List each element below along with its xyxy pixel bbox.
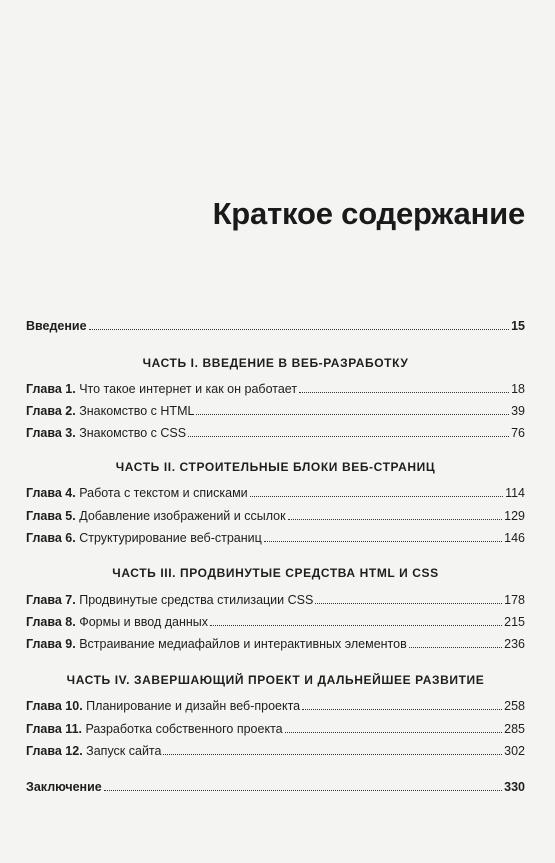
dot-leader xyxy=(104,790,502,791)
chapter-title: Структурирование веб-страниц xyxy=(79,531,262,545)
chapter-page: 18 xyxy=(511,382,525,396)
dot-leader xyxy=(264,541,502,542)
chapter-title: Запуск сайта xyxy=(86,744,162,758)
dot-leader xyxy=(210,625,502,626)
toc-entry-chapter xyxy=(26,482,525,500)
chapter-prefix: Глава 10. xyxy=(26,699,83,713)
toc-entry-chapter xyxy=(26,378,525,396)
chapter-prefix: Глава 9. xyxy=(26,637,76,651)
entry-page: 15 xyxy=(511,319,525,333)
chapter-page: 236 xyxy=(504,637,525,651)
part-heading: ЧАСТЬ II. СТРОИТЕЛЬНЫЕ БЛОКИ ВЕБ-СТРАНИЦ xyxy=(115,460,436,474)
chapter-prefix: Глава 4. xyxy=(26,486,76,500)
chapter-title: Продвинутые средства стилизации CSS xyxy=(79,593,314,607)
dot-leader xyxy=(285,732,503,733)
chapter-prefix: Глава 2. xyxy=(26,404,76,418)
toc-entry-chapter xyxy=(26,740,525,758)
dot-leader xyxy=(302,709,502,710)
chapter-page: 114 xyxy=(505,486,525,500)
chapter-title: Планирование и дизайн веб-проекта xyxy=(86,699,301,713)
chapter-title: Знакомство с HTML xyxy=(79,404,195,418)
toc-entry-chapter xyxy=(26,527,525,545)
toc-entry-chapter xyxy=(26,589,525,607)
toc-entry-chapter xyxy=(26,718,525,736)
chapter-title: Формы и ввод данных xyxy=(79,615,209,629)
dot-leader xyxy=(163,754,502,755)
toc-entry-chapter xyxy=(26,505,525,523)
dot-leader xyxy=(250,496,503,497)
chapter-prefix: Глава 6. xyxy=(26,531,76,545)
chapter-title: Встраивание медиафайлов и интерактивных элементов xyxy=(79,637,407,651)
chapter-title: Добавление изображений и ссылок xyxy=(79,509,286,523)
chapter-title: Разработка собственного проекта xyxy=(85,722,283,736)
dot-leader xyxy=(315,603,502,604)
chapter-prefix: Глава 5. xyxy=(26,509,76,523)
part-heading: ЧАСТЬ I. ВВЕДЕНИЕ В ВЕБ-РАЗРАБОТКУ xyxy=(142,356,409,370)
chapter-title: Работа с текстом и списками xyxy=(79,486,248,500)
toc-page xyxy=(26,0,525,863)
entry-label: Заключение xyxy=(26,780,102,794)
toc-entry-chapter xyxy=(26,633,525,651)
toc-entry-chapter xyxy=(26,422,525,440)
toc-entry-chapter xyxy=(26,611,525,629)
chapter-page: 146 xyxy=(504,531,525,545)
chapter-prefix: Глава 7. xyxy=(26,593,76,607)
chapter-page: 39 xyxy=(511,404,525,418)
chapter-prefix: Глава 8. xyxy=(26,615,76,629)
chapter-title: Знакомство с CSS xyxy=(79,426,187,440)
dot-leader xyxy=(409,647,502,648)
dot-leader xyxy=(299,392,509,393)
dot-leader xyxy=(288,519,503,520)
dot-leader xyxy=(89,329,510,330)
chapter-page: 258 xyxy=(504,699,525,713)
page-title: Краткое содержание xyxy=(212,196,525,231)
entry-page: 330 xyxy=(504,780,525,794)
toc-entry-chapter xyxy=(26,400,525,418)
chapter-prefix: Глава 11. xyxy=(26,722,82,736)
chapter-prefix: Глава 1. xyxy=(26,382,76,396)
dot-leader xyxy=(196,414,509,415)
entry-label: Введение xyxy=(26,319,87,333)
chapter-page: 302 xyxy=(504,744,525,758)
chapter-page: 76 xyxy=(511,426,525,440)
toc-entry-conclusion xyxy=(26,776,525,794)
dot-leader xyxy=(188,436,509,437)
part-heading: ЧАСТЬ III. ПРОДВИНУТЫЕ СРЕДСТВА HTML И CSS xyxy=(112,566,439,580)
chapter-page: 178 xyxy=(504,593,525,607)
chapter-page: 215 xyxy=(504,615,525,629)
toc-entry-introduction xyxy=(26,315,525,333)
chapter-page: 285 xyxy=(504,722,525,736)
chapter-page: 129 xyxy=(504,509,525,523)
toc-entry-chapter xyxy=(26,695,525,713)
chapter-prefix: Глава 3. xyxy=(26,426,76,440)
chapter-prefix: Глава 12. xyxy=(26,744,83,758)
chapter-title: Что такое интернет и как он работает xyxy=(79,382,298,396)
part-heading: ЧАСТЬ IV. ЗАВЕРШАЮЩИЙ ПРОЕКТ И ДАЛЬНЕЙШЕЕ РАЗВИТИЕ xyxy=(66,673,485,687)
